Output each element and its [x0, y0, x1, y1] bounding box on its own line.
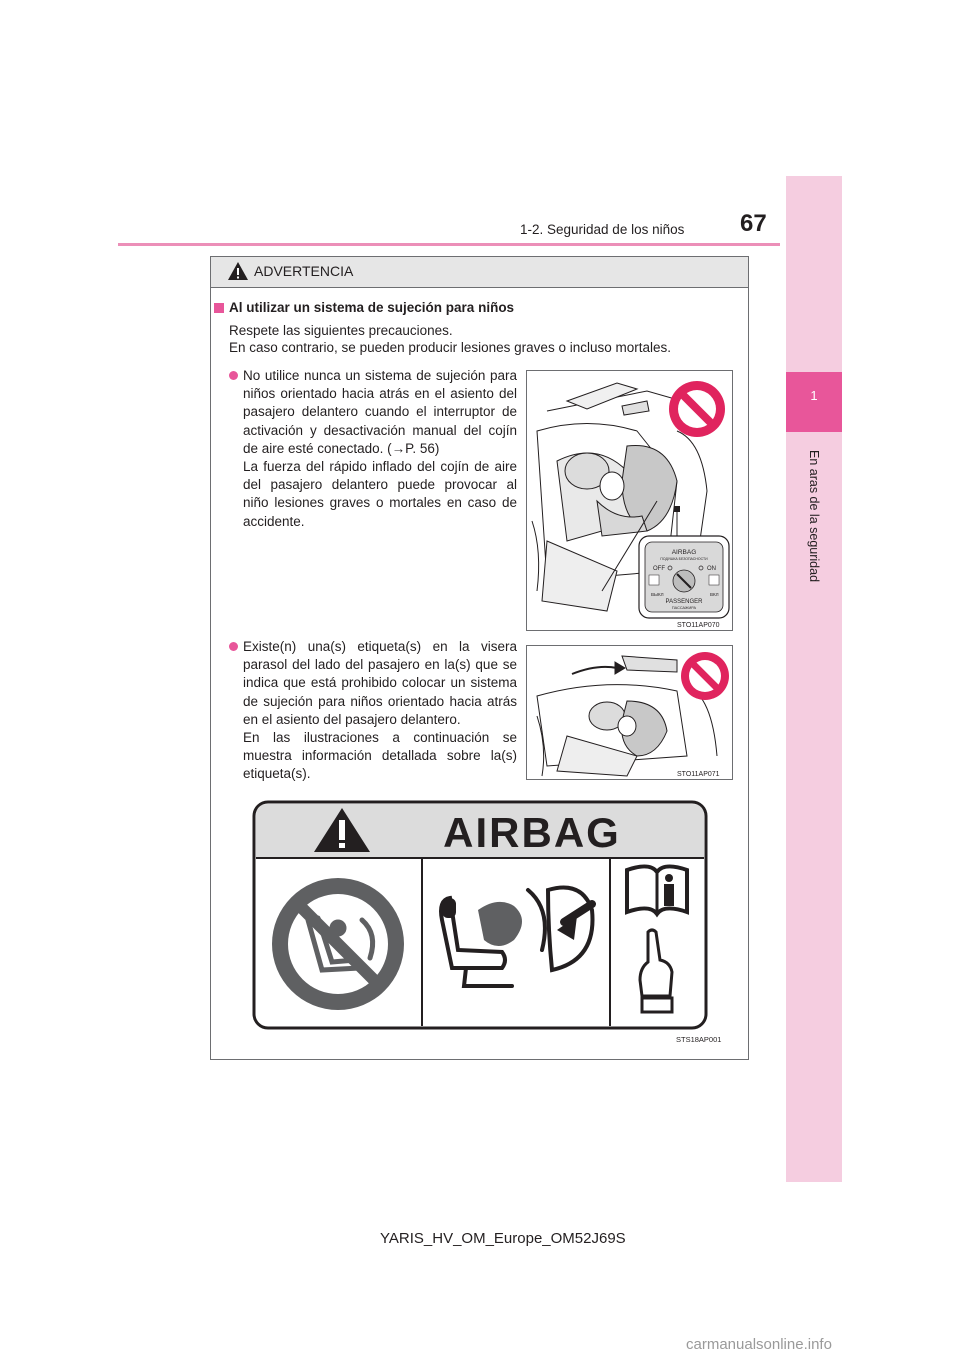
car-interior-illustration [527, 371, 733, 631]
chapter-number: 1 [810, 388, 818, 403]
bullet-1-paragraph-2: La fuerza del rápido inflado del cojín de aire del pasajero delantero puede provocar al niño lesiones graves o mortales en caso de accidente. [243, 459, 517, 529]
bullet-1-text [243, 367, 517, 531]
airbag-warning-label [252, 800, 708, 1030]
page-number: 67 [740, 210, 767, 237]
footer-doc-id: YARIS_HV_OM_Europe_OM52J69S [380, 1230, 626, 1247]
bullet-1-paragraph-1: No utilice nunca un sistema de sujeción para niños orientado hacia atrás en el asiento del pasajero delantero cuando el interruptor de activación y desactivación manual del cojín de aire esté conectado. (→P. 56) [243, 368, 517, 456]
switch-airbag-label: AIRBAG [671, 549, 697, 556]
header-rule [118, 243, 780, 246]
bullet-icon [229, 642, 238, 651]
watermark: carmanualsonline.info [686, 1336, 832, 1353]
switch-airbag-ru-label: ПОДУШКА БЕЗОПАСНОСТИ [660, 557, 708, 561]
section-marker-icon [214, 303, 224, 313]
chapter-label-text: En aras de la seguridad [807, 450, 821, 583]
warning-heading: Al utilizar un sistema de sujeción para niños [229, 300, 515, 315]
switch-passenger-label: PASSENGER [665, 599, 703, 605]
airbag-label-graphic [252, 800, 708, 1030]
read-manual-icon [627, 866, 687, 914]
intro-line-1: Respete las siguientes precauciones. [229, 323, 453, 338]
switch-passenger-ru-label: ПАССАЖИРА [671, 606, 697, 610]
bullet-2-paragraph-2: En las ilustraciones a continuación se muestra información detallada sobre la(s) etiqueta(s). [243, 730, 517, 782]
switch-off-ru-label: ВЫКЛ [651, 592, 664, 597]
bullet-2-text [243, 638, 517, 784]
figure-2-code: STO11AP071 [677, 771, 720, 778]
intro-line-2: En caso contrario, se pueden producir lesiones graves o incluso mortales. [229, 340, 671, 355]
bullet-icon [229, 371, 238, 380]
chapter-label [786, 450, 842, 770]
figure-sun-visor-label [526, 645, 733, 780]
bullet-2-paragraph-1: Existe(n) una(s) etiqueta(s) en la visera parasol del lado del pasajero en la(s) que se indica que está prohibido colocar un sistema de sujeción para niños orientado hacia atrás en el asiento del pasajero delantero. [243, 639, 517, 727]
section-title: 1-2. Seguridad de los niños [520, 222, 685, 237]
warning-intro [229, 322, 671, 356]
switch-on-ru-label: ВКЛ [710, 592, 719, 597]
airbag-label-word: AIRBAG [443, 809, 621, 856]
figure-child-seat-front-passenger [526, 370, 733, 631]
warning-title: ADVERTENCIA [254, 263, 354, 279]
figure-1-code: STO11AP070 [677, 622, 720, 629]
no-child-seat-icon [272, 878, 404, 1010]
switch-off-label: OFF [653, 566, 665, 572]
sun-visor-illustration [527, 646, 733, 780]
label-figure-code: STS18AP001 [676, 1035, 722, 1044]
warning-triangle-icon [227, 261, 249, 281]
switch-on-label: ON [707, 566, 716, 572]
